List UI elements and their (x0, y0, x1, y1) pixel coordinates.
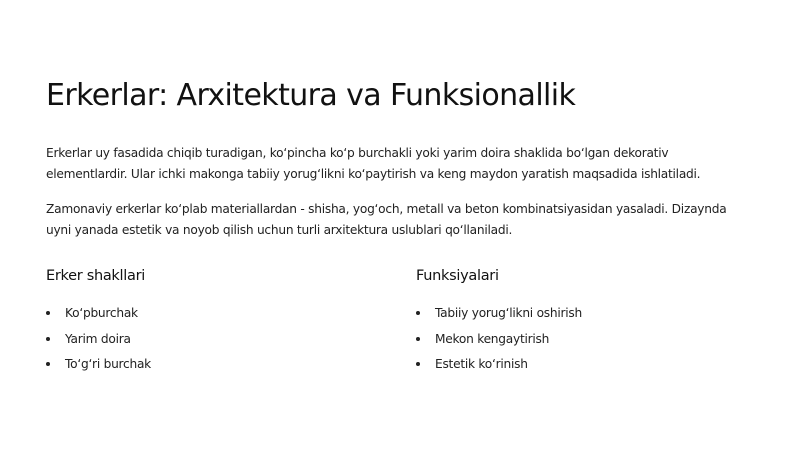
bullet-icon (416, 362, 420, 366)
list-item-text: Mekon kengaytirish (435, 331, 550, 346)
list-item (46, 352, 376, 378)
list-item-text: Estetik ko‘rinish (435, 357, 528, 371)
functions-column (416, 265, 746, 378)
shapes-list (46, 301, 376, 378)
shapes-heading: Erker shakllari (46, 268, 145, 284)
bullet-icon (46, 337, 50, 341)
bullet-icon (46, 362, 50, 366)
list-item-text: Ko‘pburchak (65, 306, 138, 320)
list-item (416, 327, 746, 353)
list-item (46, 327, 376, 353)
materials-paragraph: Zamonaviy erkerlar ko‘plab materiallardan - shisha, yog‘och, metall va beton kombinatsiyasidan yasaladi. Dizaynda uyni yanada estetik va noyob qilish uchun turli arxitektura uslublari qo‘llaniladi. (46, 202, 727, 237)
bullet-icon (416, 311, 420, 315)
list-item-text: To‘g‘ri burchak (65, 357, 151, 371)
slide-title: Erkerlar: Arxitektura va Funksionallik (46, 78, 576, 113)
functions-heading: Funksiyalari (416, 268, 499, 284)
list-item (46, 301, 376, 327)
bullet-icon (416, 337, 420, 341)
list-item (416, 352, 746, 378)
functions-list (416, 301, 746, 378)
bullet-icon (46, 311, 50, 315)
list-item (416, 301, 746, 327)
shapes-column (46, 265, 376, 378)
list-item-text: Tabiiy yorug‘likni oshirish (435, 306, 582, 320)
list-item-text: Yarim doira (65, 331, 131, 346)
intro-paragraph: Erkerlar uy fasadida chiqib turadigan, ko‘pincha ko‘p burchakli yoki yarim doira shaklida bo‘lgan dekorativ elementlardir. Ular ichki makonga tabiiy yorug‘likni ko‘paytirish va keng maydon yaratish maqsadida ishlatiladi. (46, 146, 701, 181)
